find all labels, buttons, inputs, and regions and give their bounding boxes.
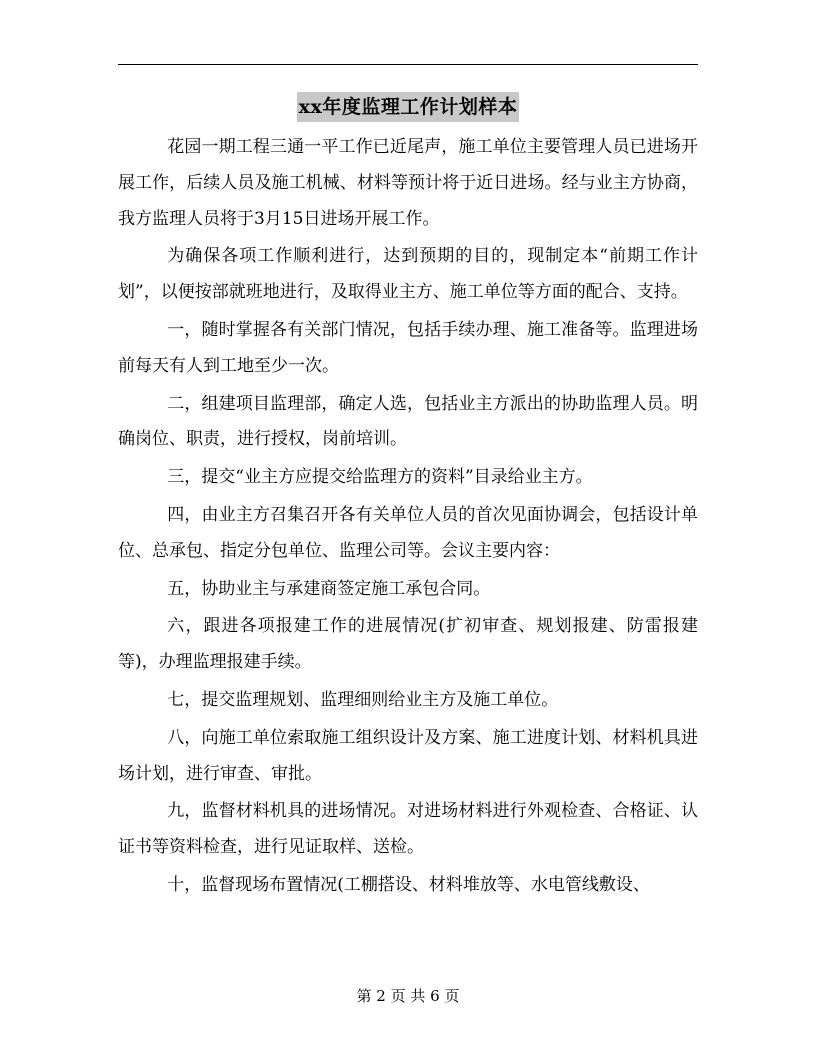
page-number: 第 2 页 共 6 页 <box>356 987 460 1005</box>
header-rule <box>118 64 698 65</box>
document-body <box>118 130 698 906</box>
paragraph-item-5: 五，协助业主与承建商签定施工承包合同。 <box>167 578 491 599</box>
page-footer <box>0 985 816 1007</box>
paragraph-item-2: 二，组建项目监理部，确定人选，包括业主方派出的协助监理人员。明确岗位、职责，进行授权，岗前培训。 <box>118 393 698 450</box>
paragraph-item-10: 十，监督现场布置情况(工棚搭设、材料堆放等、水电管线敷设、 <box>167 874 650 895</box>
paragraph-item-7: 七，提交监理规划、监理细则给业主方及施工单位。 <box>167 689 559 710</box>
paragraph-item-4: 四，由业主方召集召开各有关单位人员的首次见面协调会，包括设计单位、总承包、指定分包单位、监理公司等。会议主要内容： <box>118 504 698 561</box>
title-block <box>0 92 816 122</box>
paragraph-item-3: 三，提交“业主方应提交给监理方的资料”目录给业主方。 <box>167 467 593 488</box>
paragraph-intro: 花园一期工程三通一平工作已近尾声，施工单位主要管理人员已进场开展工作，后续人员及施工机械、材料等预计将于近日进场。经与业主方协商，我方监理人员将于3月15日进场开展工作。 <box>118 137 698 229</box>
paragraph-item-1: 一，随时掌握各有关部门情况，包括手续办理、施工准备等。监理进场前每天有人到工地至少一次。 <box>118 319 698 376</box>
document-title: xx年度监理工作计划样本 <box>297 92 520 122</box>
paragraph-item-6: 六，跟进各项报建工作的进展情况(扩初审查、规划报建、防雷报建等)，办理监理报建手续。 <box>118 616 698 673</box>
paragraph-purpose: 为确保各项工作顺利进行，达到预期的目的，现制定本“前期工作计划”，以便按部就班地进行，及取得业主方、施工单位等方面的配合、支持。 <box>118 246 698 303</box>
paragraph-item-9: 九，监督材料机具的进场情况。对进场材料进行外观检查、合格证、认证书等资料检查，进行见证取样、送检。 <box>118 801 698 858</box>
paragraph-item-8: 八，向施工单位索取施工组织设计及方案、施工进度计划、材料机具进场计划，进行审查、审批。 <box>118 727 698 784</box>
